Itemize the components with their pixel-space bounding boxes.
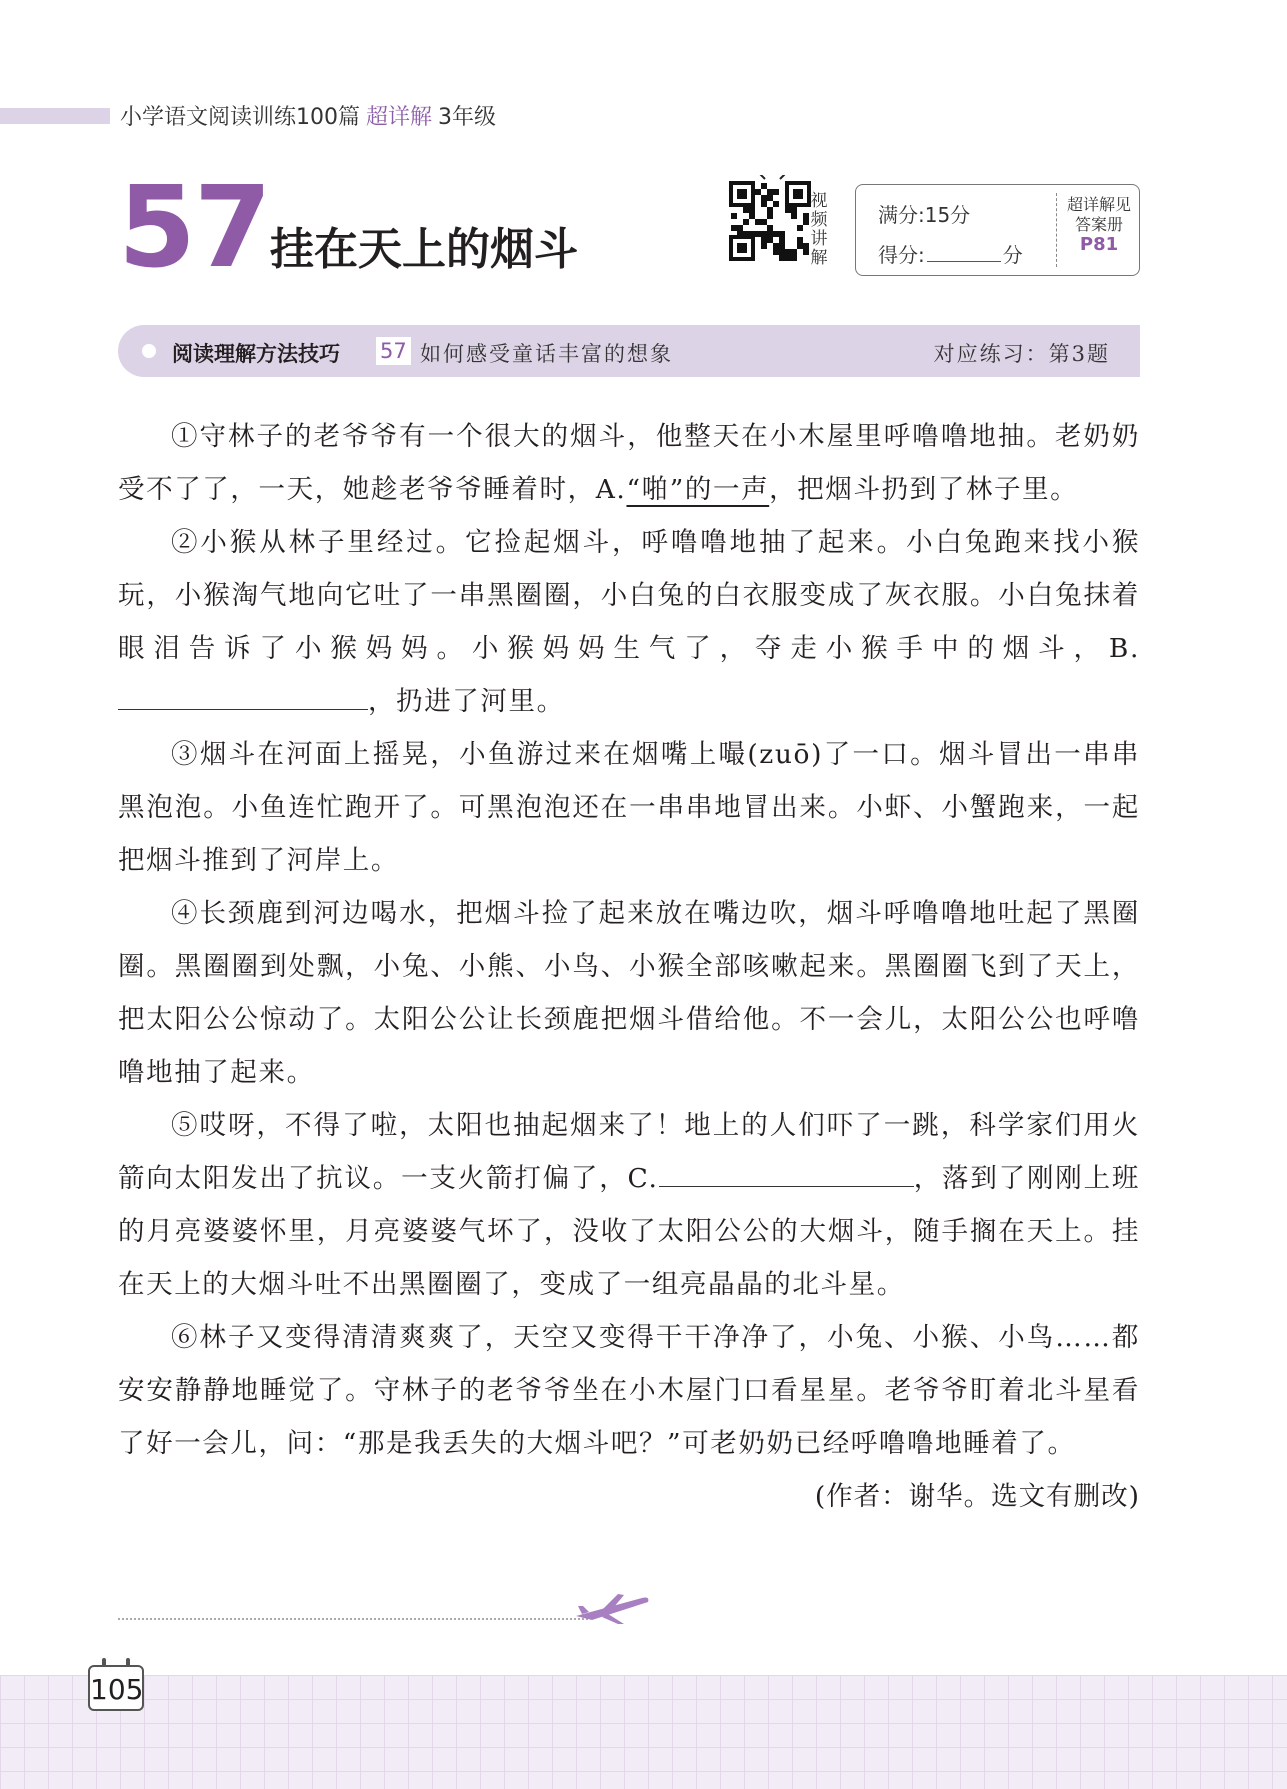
qr-label bbox=[808, 192, 830, 268]
passage bbox=[118, 410, 1140, 1523]
header-decor-strip bbox=[0, 108, 110, 124]
qr-label-char: 讲 bbox=[810, 229, 828, 249]
grade-label: 3年级 bbox=[438, 105, 497, 130]
lesson-title: 挂在天上的烟斗 bbox=[270, 224, 578, 275]
score-divider bbox=[1056, 193, 1057, 267]
paragraph-6 bbox=[118, 1311, 1140, 1512]
method-label: 阅读理解方法技巧 bbox=[172, 342, 340, 366]
paragraph-1 bbox=[118, 410, 1140, 516]
answer-ref-page: P81 bbox=[1079, 234, 1119, 255]
qr-code-icon bbox=[725, 175, 815, 265]
qr-label-char: 视 bbox=[810, 191, 828, 211]
footer-grid bbox=[0, 1675, 1287, 1789]
paragraph-3 bbox=[118, 728, 1140, 887]
score-box bbox=[855, 184, 1140, 276]
score-got-unit: 分 bbox=[1002, 243, 1023, 267]
score-total: 满分:15分 bbox=[878, 203, 971, 227]
score-got-label: 得分: bbox=[878, 243, 925, 267]
underlined-sentence-a: “啪”的一声 bbox=[626, 474, 770, 505]
paragraph-text: ⑤哎呀，不得了啦，太阳也抽起烟来了！地上的人们吓了一跳，科学家们用火箭向太阳发出了抗议。一支火箭打偏了，C. bbox=[118, 1110, 1140, 1194]
answer-reference bbox=[1060, 195, 1138, 255]
qr-code[interactable] bbox=[725, 175, 815, 265]
paragraph-text: ⑥林子又变得清清爽爽了，天空又变得干干净净了，小兔、小猴、小鸟……都安安静静地睡觉了。守林子的老爷爷坐在小木屋门口看星星。老爷爷盯着北斗星看了好一会儿，问：“那是我丢失的大烟斗吧？”可老奶奶已经呼噜噜地睡着了。 bbox=[118, 1322, 1140, 1459]
series-title-text: 小学语文阅读训练100篇 bbox=[120, 105, 360, 130]
dotted-divider bbox=[118, 1618, 588, 1620]
author-note: (作者：谢华。选文有删改) bbox=[814, 1481, 1140, 1512]
paragraph-text: ①守林子的老爷爷有一个很大的烟斗，他整天在小木屋里呼噜噜地抽。老奶奶受不了了，一天，她趁老爷爷睡着时，A. bbox=[118, 421, 1140, 505]
series-accent: 超详解 bbox=[366, 105, 433, 130]
paragraph-text: ③烟斗在河面上摇晃，小鱼游过来在烟嘴上嘬(zuō)了一口。烟斗冒出一串串黑泡泡。小鱼连忙跑开了。可黑泡泡还在一串串地冒出来。小虾、小蟹跑来，一起把烟斗推到了河岸上。 bbox=[118, 739, 1140, 876]
method-text: 如何感受童话丰富的想象 bbox=[420, 342, 673, 366]
answer-ref-line2: 答案册 bbox=[1074, 215, 1123, 234]
paragraph-2 bbox=[118, 516, 1140, 728]
method-practice: 对应练习：第3题 bbox=[933, 342, 1110, 366]
series-title bbox=[120, 100, 496, 131]
method-bar bbox=[118, 325, 1140, 377]
qr-label-char: 频 bbox=[810, 210, 828, 230]
paragraph-text: ，扔进了河里。 bbox=[368, 686, 565, 717]
airplane-icon bbox=[572, 1590, 652, 1626]
method-number: 57 bbox=[376, 337, 411, 365]
page-number: 105 bbox=[88, 1665, 144, 1711]
paragraph-text: ，落到了刚刚上班的月亮婆婆怀里，月亮婆婆气坏了，没收了太阳公公的大烟斗，随手搁在天上。挂在天上的大烟斗吐不出黑圈圈了，变成了一组亮晶晶的北斗星。 bbox=[118, 1163, 1140, 1300]
lesson-number: 57 bbox=[118, 163, 270, 293]
score-blank[interactable] bbox=[927, 243, 1001, 262]
score-got bbox=[878, 239, 1023, 268]
paragraph-4 bbox=[118, 887, 1140, 1099]
bullet-dot-icon bbox=[142, 344, 156, 358]
paragraph-text: ②小猴从林子里经过。它捡起烟斗，呼噜噜地抽了起来。小白兔跑来找小猴玩，小猴淘气地向它吐了一串黑圈圈，小白兔的白衣服变成了灰衣服。小白兔抹着眼泪告诉了小猴妈妈。小猴妈妈生气了，夺走小猴手中的烟斗，B. bbox=[118, 527, 1140, 664]
paragraph-text: ，把烟斗扔到了林子里。 bbox=[769, 474, 1079, 505]
answer-ref-line1: 超详解见 bbox=[1066, 195, 1131, 214]
blank-c[interactable] bbox=[659, 1158, 914, 1187]
paragraph-5 bbox=[118, 1099, 1140, 1311]
paragraph-text: ④长颈鹿到河边喝水，把烟斗捡了起来放在嘴边吹，烟斗呼噜噜地吐起了黑圈圈。黑圈圈到处飘，小兔、小熊、小鸟、小猴全部咳嗽起来。黑圈圈飞到了天上，把太阳公公惊动了。太阳公公让长颈鹿把烟斗借给他。不一会儿，太阳公公也呼噜噜地抽了起来。 bbox=[118, 898, 1140, 1088]
blank-b[interactable] bbox=[118, 681, 368, 710]
qr-label-char: 解 bbox=[810, 248, 828, 268]
